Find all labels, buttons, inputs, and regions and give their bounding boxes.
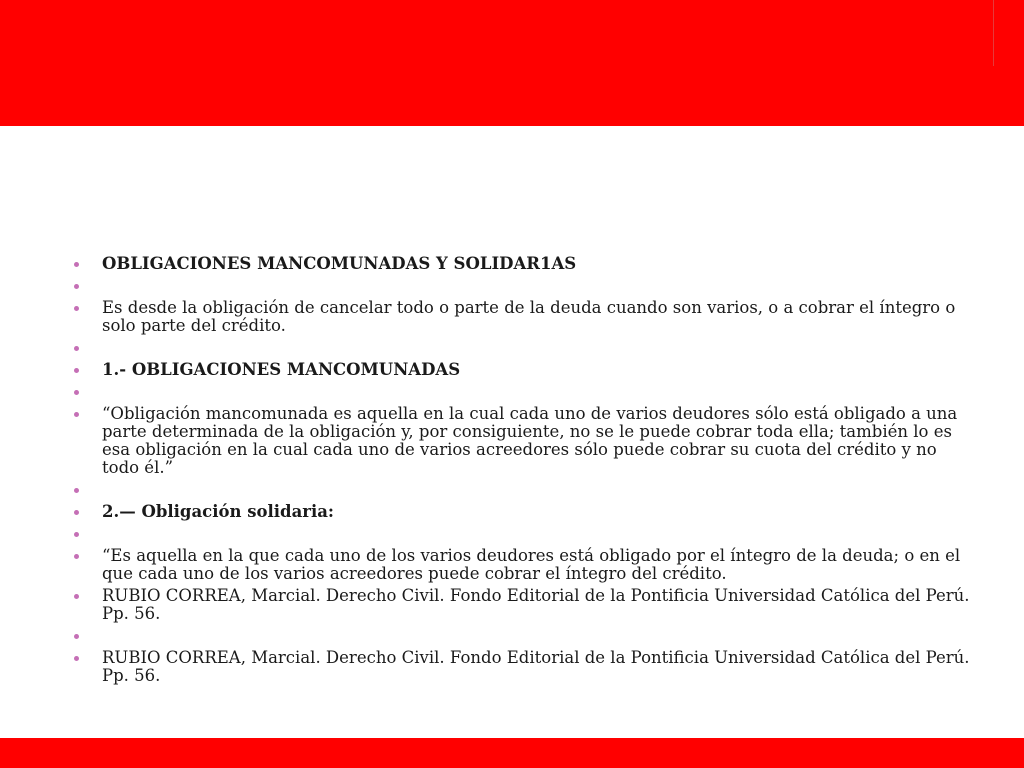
banner-divider-line bbox=[993, 0, 994, 66]
bullet-dot-icon bbox=[74, 262, 79, 267]
bullet-item bbox=[74, 339, 974, 357]
bullet-list bbox=[74, 255, 974, 685]
bullet-dot-icon bbox=[74, 368, 79, 373]
slide-body bbox=[74, 255, 974, 689]
bullet-dot-icon bbox=[74, 656, 79, 661]
bullet-item bbox=[74, 299, 974, 335]
bullet-item bbox=[74, 255, 974, 273]
bullet-item bbox=[74, 405, 974, 477]
bullet-dot-icon bbox=[74, 634, 79, 639]
bullet-item bbox=[74, 383, 974, 401]
bullet-dot-icon bbox=[74, 532, 79, 537]
bullet-dot-icon bbox=[74, 284, 79, 289]
bullet-dot-icon bbox=[74, 510, 79, 515]
bullet-text: “Es aquella en la que cada uno de los varios deudores está obligado por el íntegro de la deuda; o en el que cada uno de los varios acreedores puede cobrar el íntegro del crédito. bbox=[102, 546, 961, 583]
top-banner bbox=[0, 0, 1024, 126]
bullet-dot-icon bbox=[74, 594, 79, 599]
bullet-text: 2.— Obligación solidaria: bbox=[102, 502, 335, 521]
bullet-dot-icon bbox=[74, 412, 79, 417]
bullet-item bbox=[74, 481, 974, 499]
bullet-dot-icon bbox=[74, 306, 79, 311]
bullet-item bbox=[74, 503, 974, 521]
bullet-item bbox=[74, 525, 974, 543]
bullet-text: “Obligación mancomunada es aquella en la cual cada uno de varios deudores sólo está obligado a una parte determinada de la obligación y, por consiguiente, no se le puede cobrar toda ella; también lo es esa obligación en la cual cada uno de varios acreedores sólo puede cobrar su cuota del crédito y no todo él.” bbox=[102, 404, 958, 477]
bullet-dot-icon bbox=[74, 488, 79, 493]
bullet-text: OBLIGACIONES MANCOMUNADAS Y SOLIDAR1AS bbox=[102, 254, 577, 273]
bullet-dot-icon bbox=[74, 390, 79, 395]
bullet-item bbox=[74, 587, 974, 623]
bullet-item bbox=[74, 649, 974, 685]
bullet-item bbox=[74, 277, 974, 295]
bullet-text: RUBIO CORREA, Marcial. Derecho Civil. Fondo Editorial de la Pontificia Universidad Católica del Perú. Pp. 56. bbox=[102, 586, 970, 623]
bullet-dot-icon bbox=[74, 346, 79, 351]
bullet-item bbox=[74, 361, 974, 379]
bullet-text: 1.- OBLIGACIONES MANCOMUNADAS bbox=[102, 360, 461, 379]
bullet-text: RUBIO CORREA, Marcial. Derecho Civil. Fondo Editorial de la Pontificia Universidad Católica del Perú. Pp. 56. bbox=[102, 648, 970, 685]
bullet-item bbox=[74, 547, 974, 583]
bullet-text: Es desde la obligación de cancelar todo o parte de la deuda cuando son varios, o a cobrar el íntegro o solo parte del crédito. bbox=[102, 298, 956, 335]
bullet-dot-icon bbox=[74, 554, 79, 559]
bottom-banner bbox=[0, 738, 1024, 768]
bullet-item bbox=[74, 627, 974, 645]
